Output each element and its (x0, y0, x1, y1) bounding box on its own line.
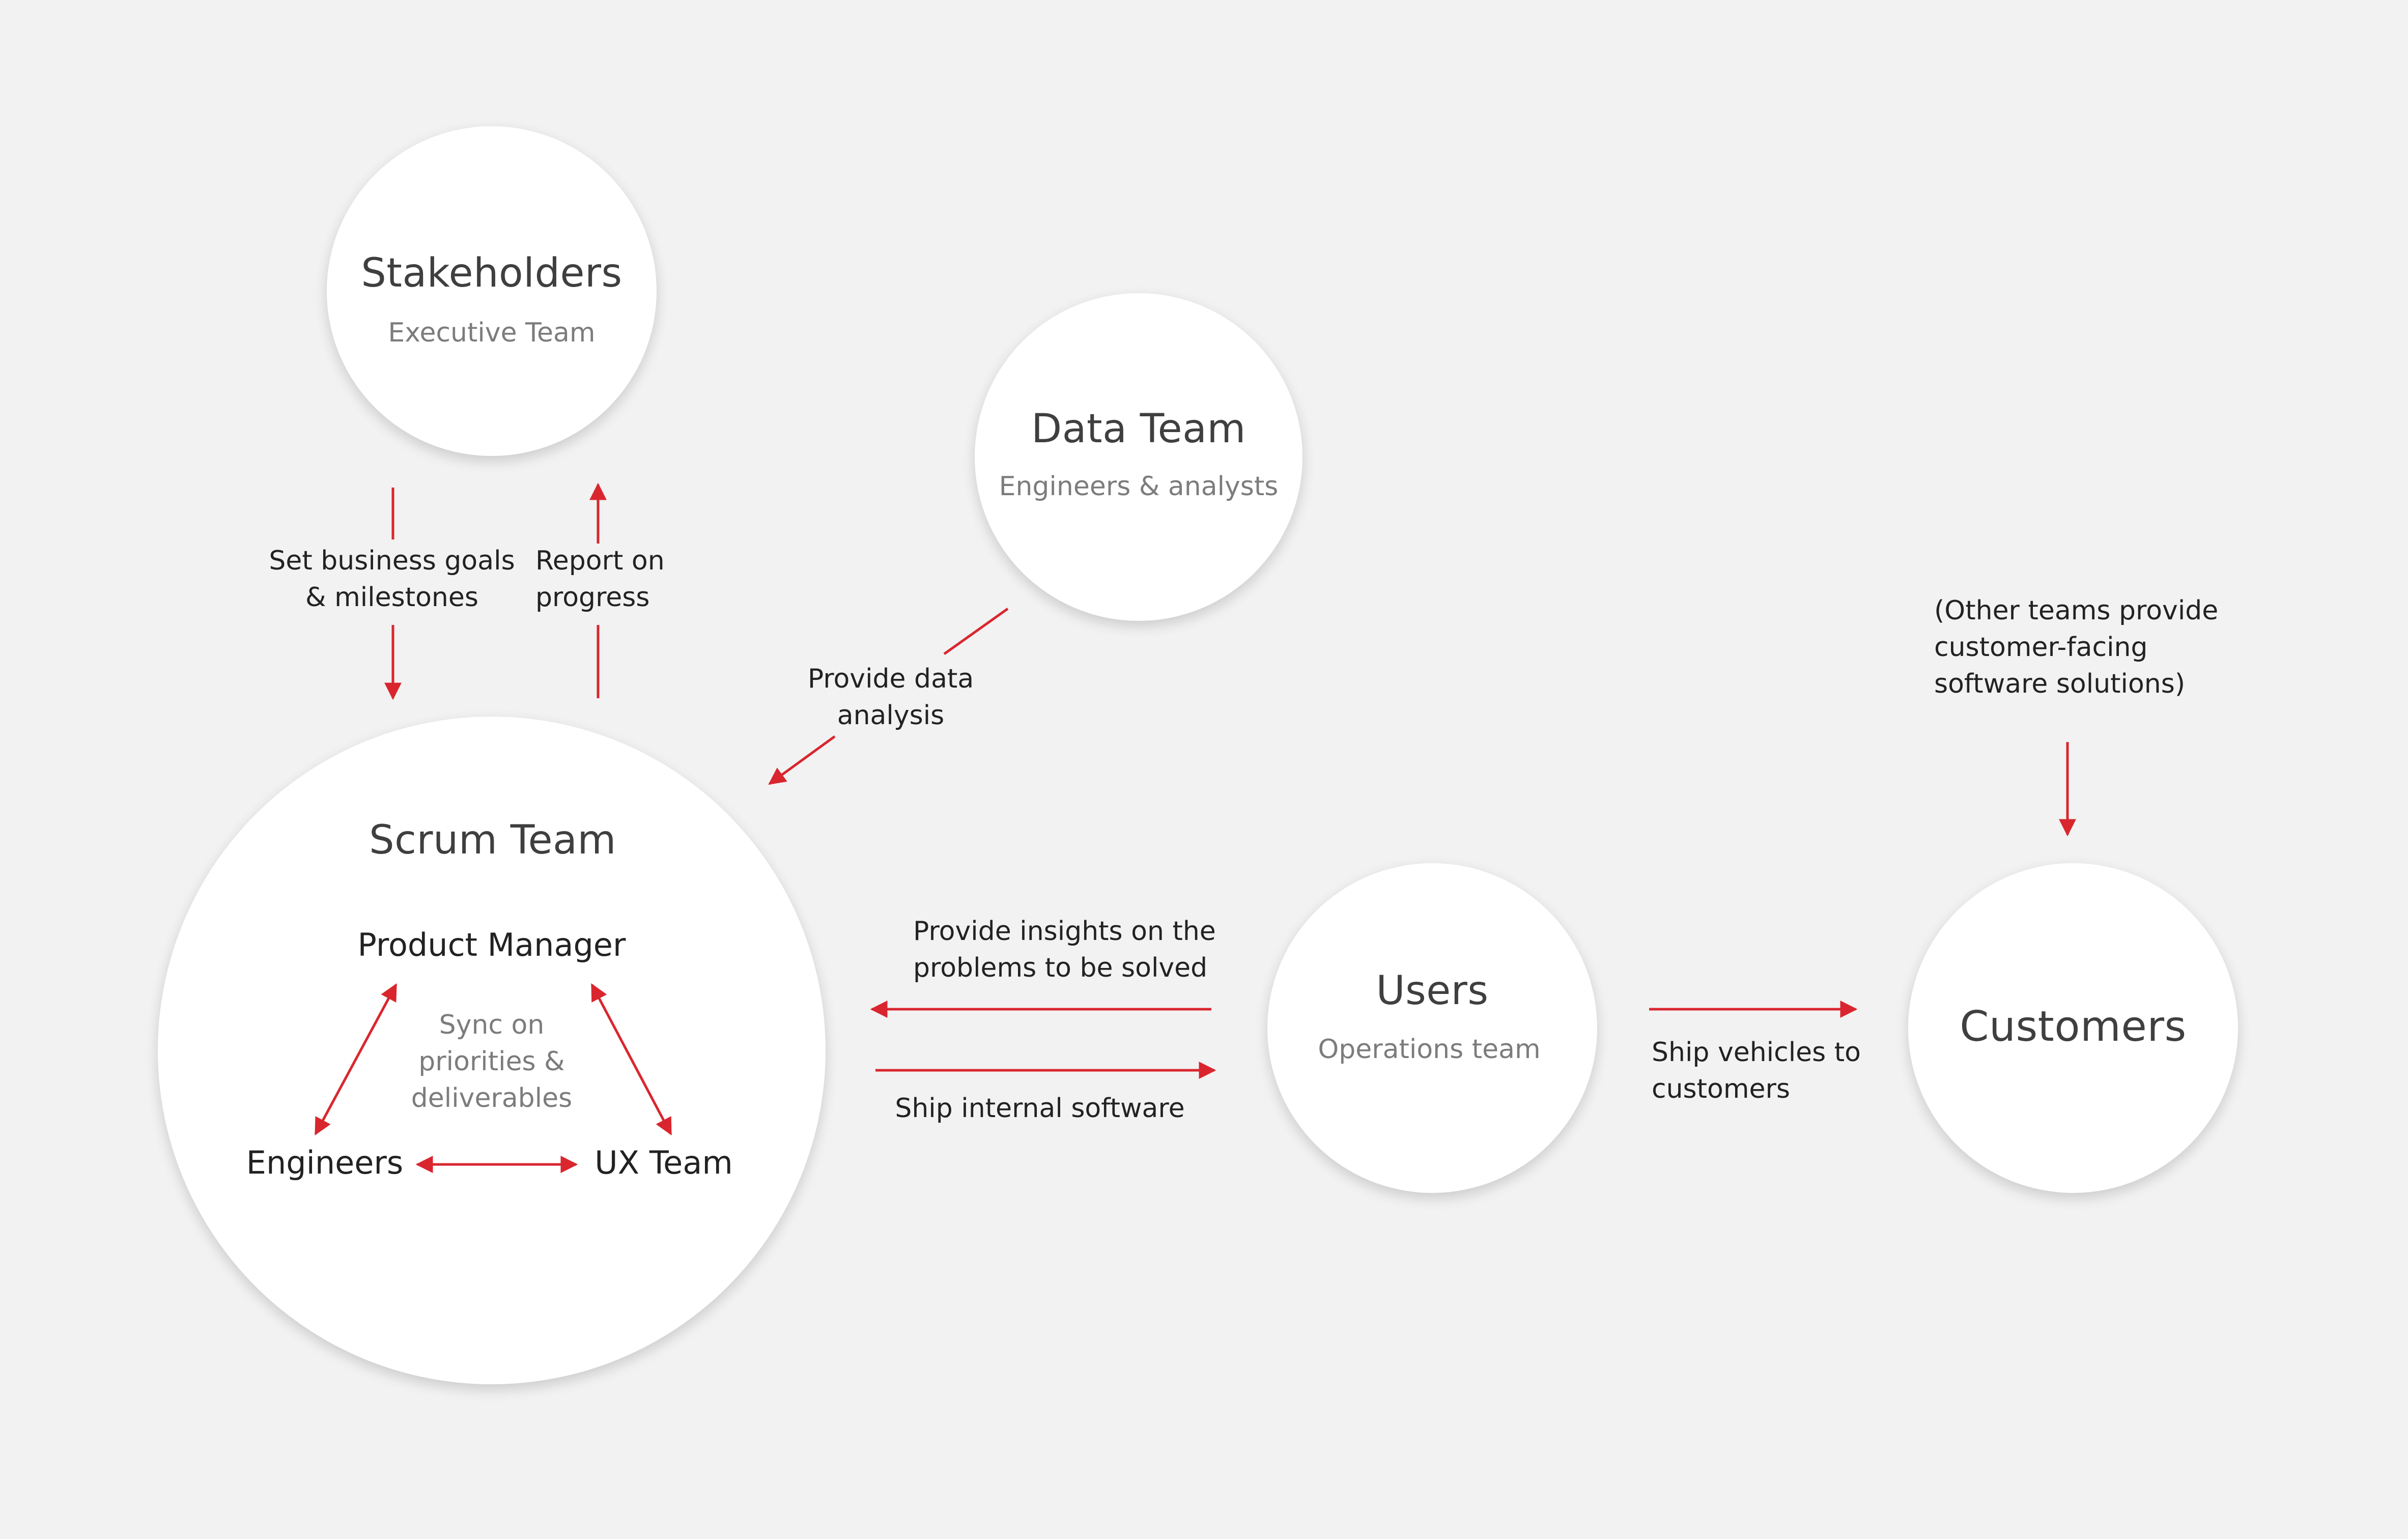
users-subtitle: Operations team (1318, 1034, 1541, 1065)
report-line-2: progress (535, 582, 650, 613)
data-team-title: Data Team (1031, 406, 1246, 452)
data-analysis-line-2: analysis (837, 700, 945, 731)
report-label (535, 543, 665, 616)
engineers-label: Engineers (246, 1144, 404, 1181)
stakeholders-subtitle: Executive Team (388, 318, 596, 348)
sync-line-1: Sync on (439, 1010, 545, 1040)
sync-line-2: priorities & (418, 1046, 565, 1077)
set-goals-label (269, 543, 515, 616)
ship-vehicles-label (1652, 1034, 1861, 1107)
stakeholders-title: Stakeholders (361, 250, 622, 296)
data-analysis-line-1: Provide data (807, 664, 974, 694)
other-teams-label (1934, 592, 2218, 702)
product-manager-label: Product Manager (357, 926, 626, 963)
ship-vehicles-line-1: Ship vehicles to (1652, 1037, 1861, 1068)
scrum-team-title: Scrum Team (369, 817, 616, 863)
other-teams-line-2: customer-facing (1934, 632, 2148, 663)
arrow-data-bottom (770, 736, 835, 784)
insights-line-2: problems to be solved (913, 953, 1208, 983)
ship-software-label: Ship internal software (895, 1093, 1185, 1124)
arrow-pm-engineers (316, 985, 396, 1134)
ux-team-label: UX Team (594, 1144, 733, 1181)
sync-line-3: deliverables (411, 1083, 573, 1114)
users-title: Users (1376, 968, 1489, 1014)
set-goals-line-2: & milestones (305, 582, 478, 613)
insights-label (913, 913, 1216, 986)
set-goals-line-1: Set business goals (269, 546, 515, 576)
arrow-data-top (944, 609, 1008, 654)
customers-title: Customers (1960, 1003, 2187, 1051)
other-teams-line-1: (Other teams provide (1934, 595, 2219, 626)
arrow-pm-ux (592, 985, 671, 1134)
data-team-subtitle: Engineers & analysts (999, 471, 1279, 502)
ship-vehicles-line-2: customers (1652, 1074, 1790, 1104)
data-analysis-label (808, 661, 974, 734)
report-line-1: Report on (535, 546, 665, 576)
insights-line-1: Provide insights on the (913, 916, 1216, 947)
sync-label (411, 1007, 572, 1117)
other-teams-line-3: software solutions) (1934, 669, 2186, 699)
